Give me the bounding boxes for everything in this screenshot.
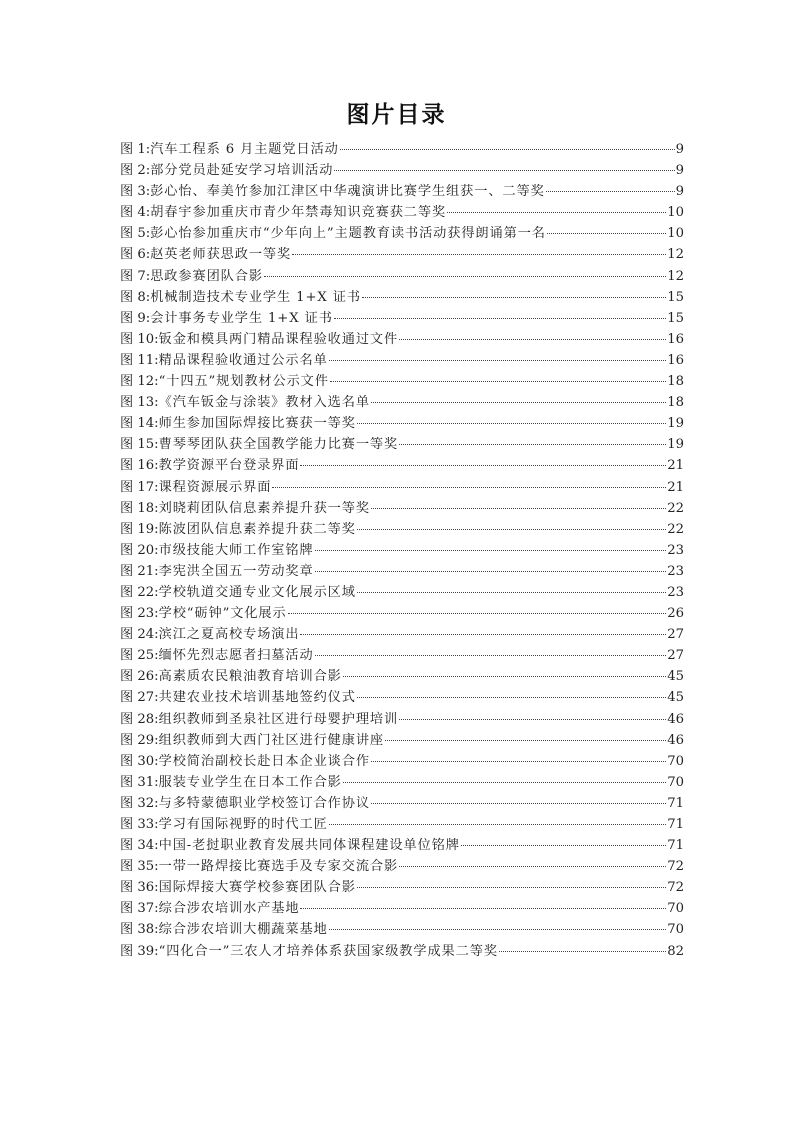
- figure-caption: 钣金和模具两门精品课程验收通过文件: [158, 331, 399, 347]
- figure-entry[interactable]: [120, 498, 684, 519]
- page-number: 22: [667, 521, 684, 537]
- dot-leader: [399, 866, 666, 867]
- figure-entry[interactable]: [120, 266, 684, 287]
- page-number: 22: [667, 500, 684, 516]
- figure-label: 图 38:: [120, 922, 159, 938]
- figure-entry[interactable]: [120, 392, 684, 413]
- figure-label: 图 31:: [120, 774, 159, 790]
- dot-leader: [399, 444, 666, 445]
- dot-leader: [371, 761, 666, 762]
- dot-leader: [547, 233, 666, 234]
- page-number: 15: [667, 289, 684, 305]
- figure-caption: 市级技能大师工作室铭牌: [158, 542, 314, 558]
- figure-entry[interactable]: [120, 856, 684, 877]
- figure-entry[interactable]: [120, 709, 684, 730]
- dot-leader: [357, 887, 666, 888]
- figure-entry[interactable]: [120, 835, 684, 856]
- figure-label: 图 23:: [120, 606, 159, 622]
- page-number: 26: [667, 606, 684, 622]
- figure-label: 图 36:: [120, 880, 159, 896]
- figure-list: [120, 139, 684, 962]
- page-number: 46: [667, 711, 684, 727]
- figure-label: 图 6:: [120, 247, 151, 263]
- page-number: 15: [667, 310, 684, 326]
- figure-caption: 教学资源平台登录界面: [158, 458, 300, 474]
- figure-label: 图 30:: [120, 753, 159, 769]
- figure-label: 图 18:: [120, 500, 159, 516]
- figure-label: 图 11:: [120, 352, 159, 368]
- dot-leader: [330, 381, 666, 382]
- dot-leader: [546, 191, 675, 192]
- figure-label: 图 20:: [120, 542, 159, 558]
- figure-caption: 汽车工程系 6 月主题党日活动: [150, 142, 339, 157]
- figure-label: 图 29:: [120, 732, 159, 748]
- figure-entry[interactable]: [120, 540, 684, 561]
- figure-entry[interactable]: [120, 603, 684, 624]
- figure-caption: “四化合一”三农人才培养体系获国家级教学成果二等奖: [158, 943, 498, 959]
- figure-caption: 学校“砺钟”文化展示: [158, 606, 287, 622]
- dot-leader: [300, 634, 666, 635]
- page-number: 18: [667, 374, 684, 390]
- dot-leader: [362, 297, 666, 298]
- figure-caption: 学校轨道交通专业文化展示区域: [158, 584, 356, 600]
- dot-leader: [315, 550, 667, 551]
- figure-caption: 《汽车钣金与涂装》教材入选名单: [158, 395, 370, 411]
- dot-leader: [329, 360, 667, 361]
- dot-leader: [399, 339, 666, 340]
- figure-entry[interactable]: [120, 308, 684, 329]
- figure-entry[interactable]: [120, 519, 684, 540]
- page-number: 23: [667, 542, 684, 558]
- figure-entry[interactable]: [120, 666, 684, 687]
- dot-leader: [334, 170, 674, 171]
- figure-caption: 思政参赛团队合影: [150, 268, 263, 284]
- dot-leader: [371, 402, 666, 403]
- page-number: 16: [667, 331, 684, 347]
- dot-leader: [371, 508, 666, 509]
- figure-caption: 会计事务专业学生 1+X 证书: [150, 310, 333, 326]
- page-number: 21: [667, 479, 684, 495]
- figure-label: 图 35:: [120, 859, 159, 875]
- figure-label: 图 21:: [120, 563, 159, 579]
- figure-entry[interactable]: [120, 793, 684, 814]
- figure-label: 图 4:: [120, 205, 151, 221]
- figure-label: 图 33:: [120, 817, 159, 832]
- dot-leader: [461, 845, 666, 846]
- page-number: 10: [667, 226, 684, 242]
- figure-entry[interactable]: [120, 645, 684, 666]
- figure-label: 图 17:: [120, 479, 159, 495]
- figure-caption: 曹琴琴团队获全国教学能力比赛一等奖: [158, 437, 399, 453]
- figure-entry[interactable]: [120, 624, 684, 645]
- figure-label: 图 8:: [120, 289, 151, 305]
- figure-caption: 彭心怡参加重庆市“少年向上”主题教育读书活动获得朗诵第一名: [150, 226, 546, 242]
- figure-label: 图 25:: [120, 648, 159, 664]
- figure-entry[interactable]: [120, 751, 684, 772]
- figure-caption: 彭心怡、奉美竹参加江津区中华魂演讲比赛学生组获一、二等奖: [150, 184, 545, 200]
- figure-caption: 综合涉农培训水产基地: [158, 901, 300, 917]
- figure-label: 图 37:: [120, 901, 159, 917]
- dot-leader: [357, 592, 666, 593]
- figure-entry[interactable]: [120, 455, 684, 476]
- page-title: 图片目录: [346, 102, 447, 128]
- figure-entry[interactable]: [120, 772, 684, 793]
- figure-entry[interactable]: [120, 287, 684, 308]
- page-number: 21: [667, 458, 684, 474]
- figure-entry[interactable]: [120, 202, 684, 223]
- page-number: 70: [667, 901, 684, 917]
- figure-label: 图 3:: [120, 184, 151, 200]
- figure-caption: 国际焊接大赛学校参赛团队合影: [158, 880, 356, 896]
- figure-label: 图 19:: [120, 521, 159, 537]
- figure-caption: 高素质农民粮油教育培训合影: [158, 669, 342, 685]
- page-number: 9: [675, 142, 684, 157]
- figure-caption: 课程资源展示界面: [158, 479, 272, 495]
- page-number: 71: [667, 817, 684, 832]
- dot-leader: [399, 719, 666, 720]
- page-number: 18: [667, 395, 684, 411]
- page-number: 45: [667, 690, 684, 706]
- page-number: 23: [667, 563, 684, 579]
- figure-caption: 赵英老师获思政一等奖: [150, 247, 292, 263]
- figure-label: 图 24:: [120, 627, 159, 643]
- figure-label: 图 22:: [120, 584, 159, 600]
- figure-label: 图 39:: [120, 943, 159, 959]
- dot-leader: [385, 740, 666, 741]
- page-number: 72: [667, 880, 684, 896]
- dot-leader: [300, 465, 666, 466]
- figure-entry[interactable]: [120, 350, 684, 371]
- figure-caption: 陈波团队信息素养提升获二等奖: [158, 521, 356, 537]
- page-number: 82: [667, 943, 684, 959]
- figure-label: 图 16:: [120, 458, 159, 474]
- page-number: 72: [667, 859, 684, 875]
- figure-label: 图 26:: [120, 669, 159, 685]
- figure-label: 图 10:: [120, 331, 159, 347]
- dot-leader: [357, 423, 666, 424]
- figure-entry[interactable]: [120, 181, 684, 202]
- dot-leader: [499, 951, 666, 952]
- figure-label: 图 32:: [120, 795, 159, 811]
- figure-entry[interactable]: [120, 687, 684, 708]
- page-number: 27: [667, 648, 684, 664]
- page-number: 10: [667, 205, 684, 221]
- dot-leader: [315, 655, 667, 656]
- figure-caption: 刘晓莉团队信息素养提升获一等奖: [158, 500, 370, 516]
- figure-label: 图 5:: [120, 226, 151, 242]
- page-number: 23: [667, 584, 684, 600]
- figure-caption: 滨江之夏高校专场演出: [158, 627, 300, 643]
- figure-caption: 师生参加国际焊接比赛获一等奖: [158, 416, 356, 432]
- dot-leader: [288, 613, 667, 614]
- page-number: 70: [667, 774, 684, 790]
- dot-leader: [357, 529, 666, 530]
- dot-leader: [264, 276, 666, 277]
- figure-caption: 共建农业技术培训基地签约仪式: [158, 690, 356, 706]
- figure-label: 图 13:: [120, 395, 159, 411]
- dot-leader: [371, 803, 666, 804]
- dot-leader: [292, 254, 666, 255]
- dot-leader: [343, 782, 666, 783]
- figure-label: 图 34:: [120, 838, 159, 854]
- page-number: 27: [667, 627, 684, 643]
- page-number: 70: [667, 753, 684, 769]
- figure-entry[interactable]: [120, 477, 684, 498]
- figure-entry[interactable]: [120, 371, 684, 392]
- dot-leader: [272, 487, 666, 488]
- figure-entry[interactable]: [120, 160, 684, 181]
- figure-caption: 与多特蒙德职业学校签订合作协议: [158, 795, 370, 811]
- figure-entry[interactable]: [120, 434, 684, 455]
- figure-caption: “十四五”规划教材公示文件: [158, 374, 329, 390]
- page-number: 9: [675, 163, 684, 179]
- page-number: 12: [667, 268, 684, 284]
- figure-label: 图 9:: [120, 310, 151, 326]
- figure-caption: 组织教师到圣泉社区进行母婴护理培训: [158, 711, 399, 727]
- dot-leader: [340, 149, 675, 150]
- figure-entry[interactable]: [120, 582, 684, 603]
- figure-label: 图 7:: [120, 268, 151, 284]
- dot-leader: [334, 318, 666, 319]
- figure-caption: 胡春宇参加重庆市青少年禁毒知识竞赛获二等奖: [150, 205, 447, 221]
- figure-caption: 服装专业学生在日本工作合影: [158, 774, 342, 790]
- figure-caption: 李宪洪全国五一劳动奖章: [158, 563, 314, 579]
- page-number: 46: [667, 732, 684, 748]
- page-number: 9: [675, 184, 684, 200]
- dot-leader: [343, 676, 666, 677]
- figure-label: 图 2:: [120, 163, 151, 179]
- figure-entry[interactable]: [120, 329, 684, 350]
- page-number: 19: [667, 437, 684, 453]
- figure-entry[interactable]: [120, 814, 684, 835]
- page-number: 45: [667, 669, 684, 685]
- figure-caption: 学习有国际视野的时代工匠: [158, 817, 328, 832]
- page-number: 19: [667, 416, 684, 432]
- figure-caption: 机械制造技术专业学生 1+X 证书: [150, 289, 361, 305]
- dot-leader: [447, 212, 666, 213]
- figure-entry[interactable]: [120, 561, 684, 582]
- page-number: 12: [667, 247, 684, 263]
- figure-entry[interactable]: [120, 919, 684, 940]
- figure-label: 图 28:: [120, 711, 159, 727]
- page-number: 70: [667, 922, 684, 938]
- figure-caption: 综合涉农培训大棚蔬菜基地: [158, 922, 328, 938]
- page-number: 71: [667, 795, 684, 811]
- page-number: 16: [667, 352, 684, 368]
- figure-label: 图 1:: [120, 142, 151, 157]
- figure-entry[interactable]: [120, 730, 684, 751]
- figure-entry[interactable]: [120, 223, 684, 244]
- figure-caption: 学校简治副校长赴日本企业谈合作: [158, 753, 370, 769]
- dot-leader: [329, 929, 667, 930]
- figure-entry[interactable]: [120, 139, 684, 160]
- figure-label: 图 14:: [120, 416, 159, 432]
- figure-caption: 中国-老挝职业教育发展共同体课程建设单位铭牌: [158, 838, 460, 854]
- figure-caption: 精品课程验收通过公示名单: [158, 352, 328, 368]
- figure-entry[interactable]: [120, 898, 684, 919]
- figure-entry[interactable]: [120, 413, 684, 434]
- dot-leader: [315, 571, 667, 572]
- figure-caption: 缅怀先烈志愿者扫墓活动: [158, 648, 314, 664]
- dot-leader: [357, 697, 666, 698]
- page-number: 71: [667, 838, 684, 854]
- figure-label: 图 12:: [120, 374, 159, 390]
- figure-caption: 组织教师到大西门社区进行健康讲座: [158, 732, 385, 748]
- figure-label: 图 27:: [120, 690, 159, 706]
- figure-caption: 一带一路焊接比赛选手及专家交流合影: [158, 859, 399, 875]
- dot-leader: [300, 908, 666, 909]
- figure-entry[interactable]: [120, 877, 684, 898]
- dot-leader: [329, 824, 667, 825]
- figure-entry[interactable]: [120, 941, 684, 962]
- figure-label: 图 15:: [120, 437, 159, 453]
- figure-entry[interactable]: [120, 244, 684, 265]
- figure-caption: 部分党员赴延安学习培训活动: [150, 163, 334, 179]
